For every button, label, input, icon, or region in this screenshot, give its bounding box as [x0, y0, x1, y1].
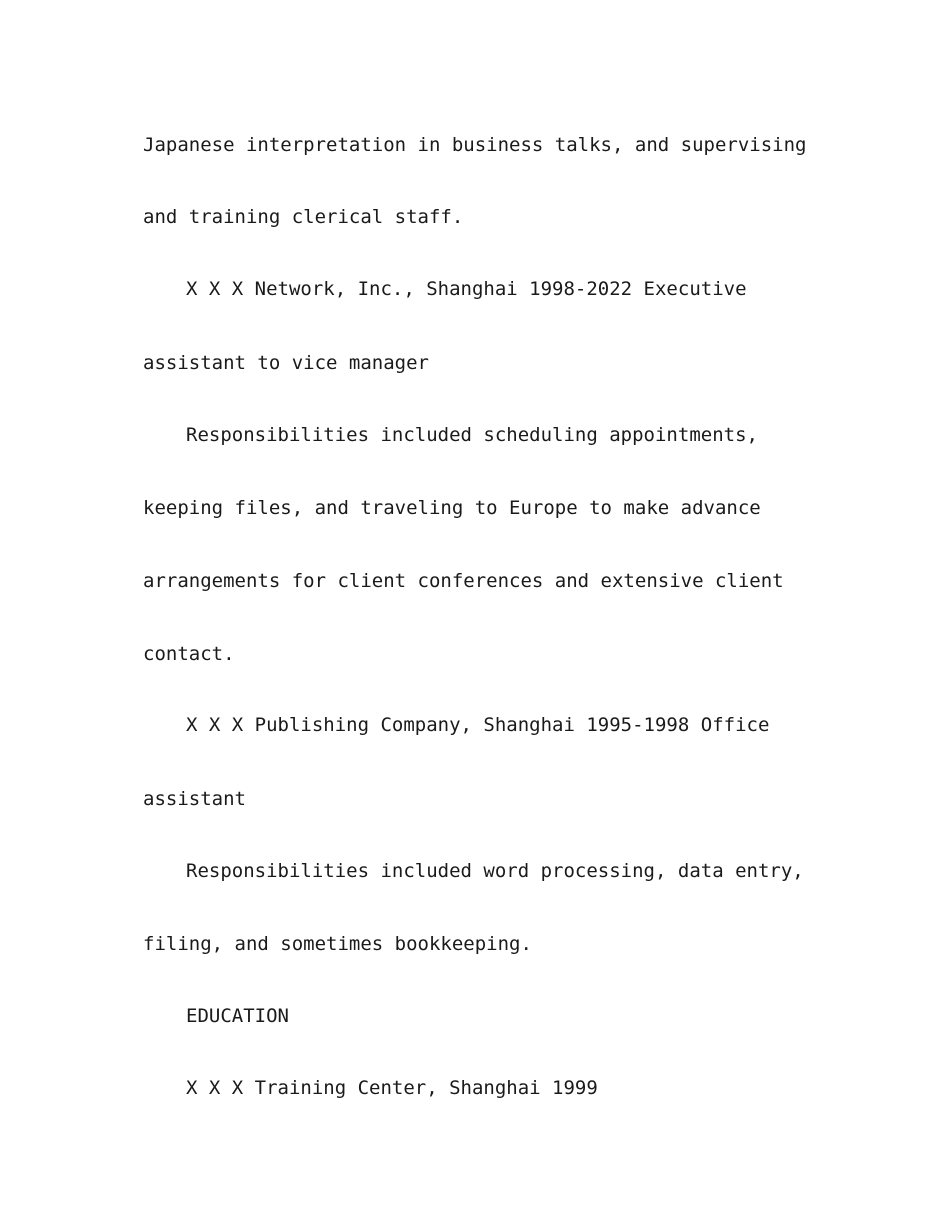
- text-line: keeping files, and traveling to Europe to make advance: [143, 497, 761, 519]
- text-line: Responsibilities included scheduling appointments,: [186, 424, 758, 446]
- text-line: X X X Training Center, Shanghai 1999: [186, 1077, 598, 1099]
- text-line: assistant to vice manager: [143, 352, 429, 374]
- text-line: Japanese interpretation in business talks, and supervising: [143, 134, 807, 156]
- text-line: and training clerical staff.: [143, 206, 464, 228]
- text-line: Responsibilities included word processing, data entry,: [186, 860, 804, 882]
- text-line: X X X Network, Inc., Shanghai 1998-2022 Executive: [186, 278, 747, 300]
- text-line: arrangements for client conferences and extensive client: [143, 570, 784, 592]
- text-line: contact.: [143, 643, 235, 665]
- text-line: filing, and sometimes bookkeeping.: [143, 933, 532, 955]
- text-line: X X X Publishing Company, Shanghai 1995-1998 Office: [186, 714, 770, 736]
- section-heading-education: EDUCATION: [186, 1005, 289, 1027]
- text-line: assistant: [143, 788, 246, 810]
